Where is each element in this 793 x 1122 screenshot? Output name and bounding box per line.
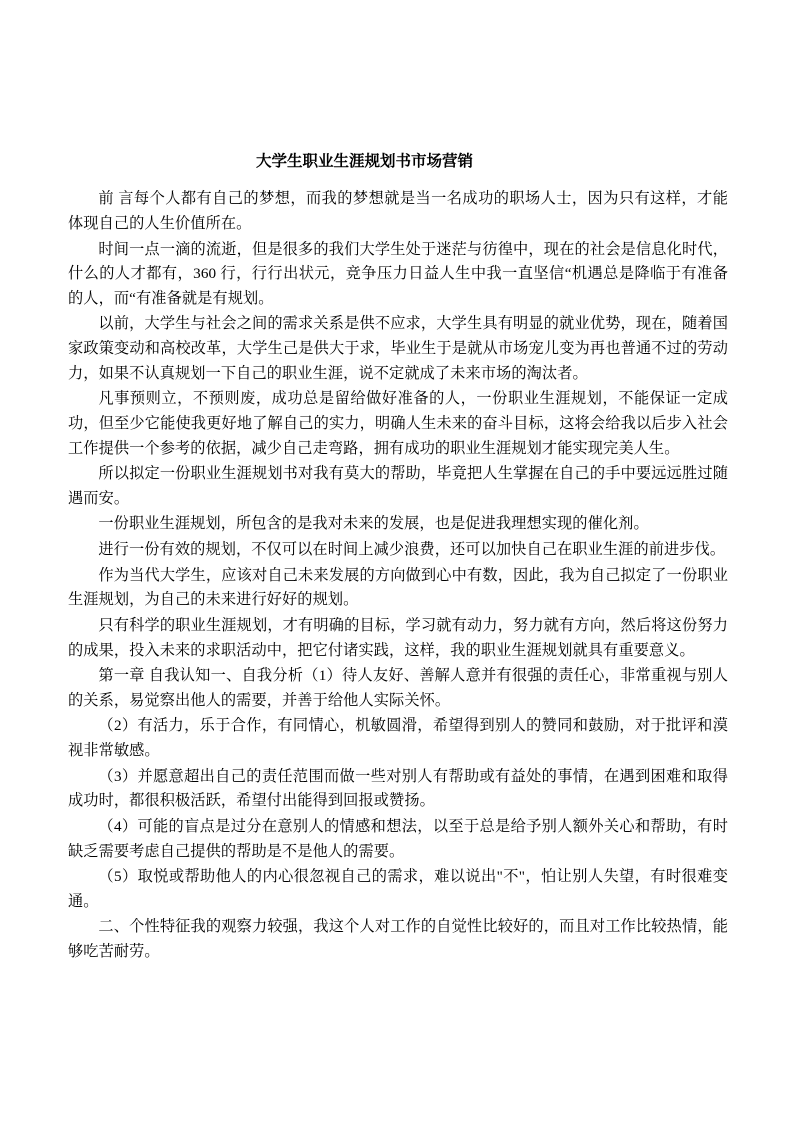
paragraph: 时间一点一滴的流逝，但是很多的我们大学生处于迷茫与彷徨中，现在的社会是信息化时代，什么的人才都有，360 行，行行出状元，竞争压力日益人生中我一直坚信“机遇总是降临于有准备的人，而“有准备就是有规划。 — [68, 240, 728, 307]
paragraph: 进行一份有效的规划，不仅可以在时间上减少浪费，还可以加快自己在职业生涯的前进步伐。 — [98, 541, 726, 558]
paragraph: 一份职业生涯规划，所包含的是我对未来的发展，也是促进我理想实现的催化剂。 — [98, 515, 649, 533]
paragraph: （2）有活力，乐于合作，有同情心，机敏圆滑，希望得到别人的赞同和鼓励，对于批评和漠视非常敏感。 — [68, 717, 728, 759]
paragraph: 二、个性特征我的观察力较强，我这个人对工作的自觉性比较好的，而且对工作比较热情，能够吃苦耐劳。 — [68, 918, 728, 960]
paragraph: 作为当代大学生，应该对自己未来发展的方向做到心中有数，因此，我为自己拟定了一份职业生涯规划，为自己的未来进行好好的规划。 — [68, 566, 728, 609]
paragraph: 以前，大学生与社会之间的需求关系是供不应求，大学生具有明显的就业优势，现在，随着国家政策变动和高校改革，大学生己是供大于求，毕业生于是就从市场宠儿变为再也普通不过的劳动力，如果不认真规划一下自己的职业生涯，说不定就成了未来市场的淘汰者。 — [68, 315, 728, 382]
document-body — [68, 150, 728, 966]
paragraph: （5）取悦或帮助他人的内心很忽视自己的需求，难以说出"不"，怕让别人失望，有时很难变通。 — [68, 868, 728, 910]
paragraph: （3）并愿意超出自己的责任范围而做一些对别人有帮助或有益处的事情，在遇到困难和取得成功时，都很积极活跃，希望付出能得到回报或赞扬。 — [68, 767, 728, 810]
paragraph: 所以拟定一份职业生涯规划书对我有莫大的帮助，毕竟把人生掌握在自己的手中要远远胜过随遇而安。 — [68, 465, 728, 507]
paragraph: 只有科学的职业生涯规划，才有明确的目标，学习就有动力，努力就有方向，然后将这份努力的成果，投入未来的求职活动中，把它付诸实践，这样，我的职业生涯规划就具有重要意义。 — [68, 616, 728, 659]
paragraph: 前 言每个人都有自己的梦想，而我的梦想就是当一名成功的职场人士，因为只有这样，才能体现自己的人生价值所在。 — [68, 190, 728, 232]
paragraph: 凡事预则立，不预则废，成功总是留给做好准备的人，一份职业生涯规划，不能保证一定成功，但至少它能使我更好地了解自己的实力，明确人生未来的奋斗目标，这将会给我以后步入社会工作提供一个参考的依据，减少自己走弯路，拥有成功的职业生涯规划才能实现完美人生。 — [68, 390, 728, 457]
paragraph: 第一章 自我认知一、自我分析（1）待人友好、善解人意并有很强的责任心，非常重视与别人的关系，易觉察出他人的需要，并善于给他人实际关怀。 — [68, 667, 728, 709]
page-title: 大学生职业生涯规划书市场营销 — [256, 153, 474, 170]
paragraph: （4）可能的盲点是过分在意别人的情感和想法，以至于总是给予别人额外关心和帮助，有时缺乏需要考虑自己提供的帮助是不是他人的需要。 — [68, 817, 728, 860]
